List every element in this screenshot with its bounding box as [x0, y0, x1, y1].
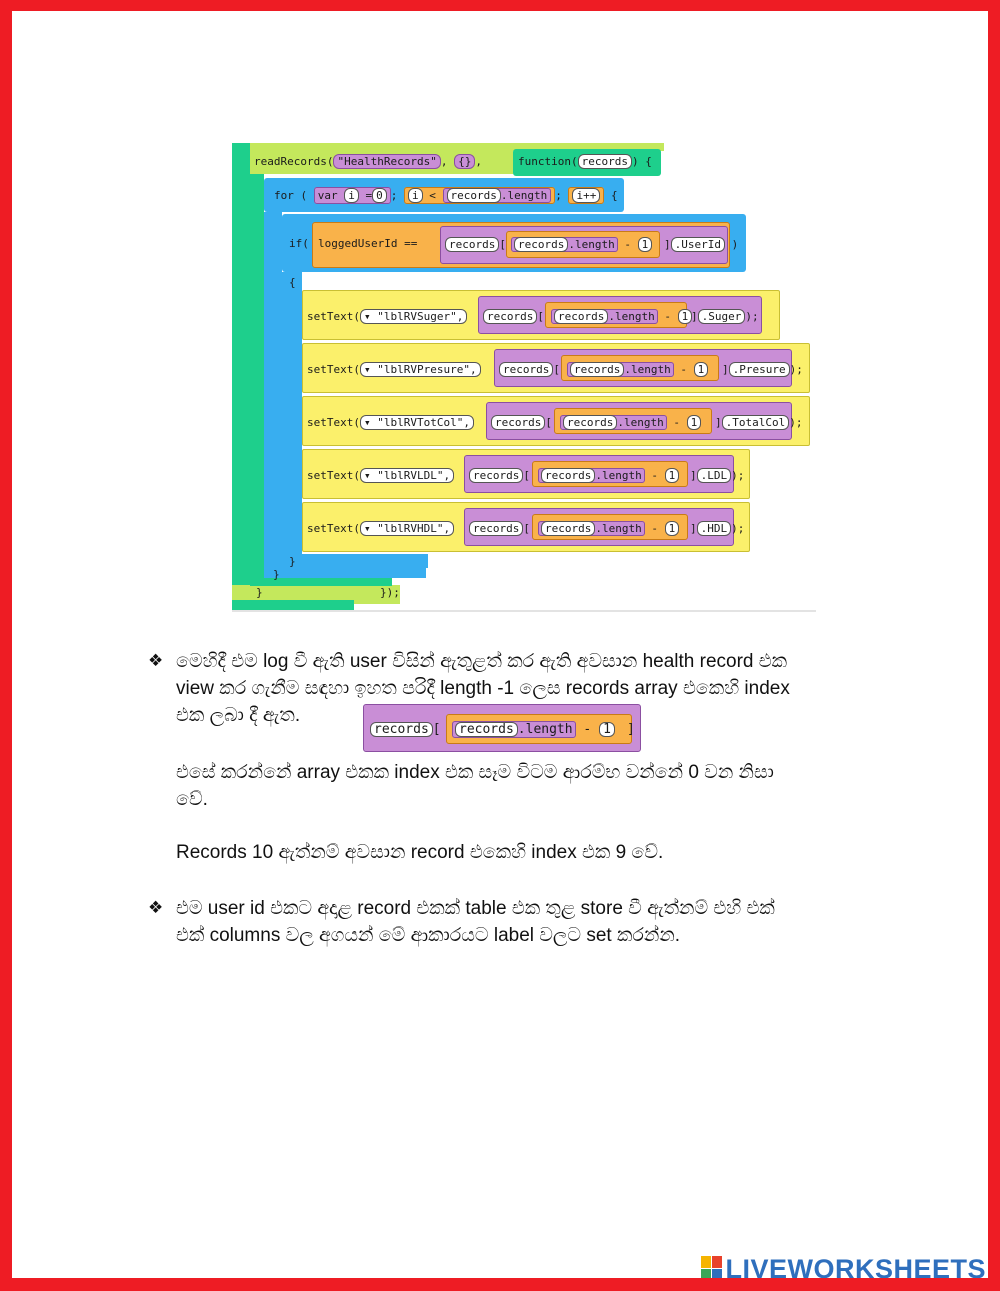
image-bottom-edge: [232, 610, 816, 612]
var-init: var i = 0: [314, 187, 391, 204]
para-2-line-1: එසේ කරන්නේ array එකක index එක සෑම විටම ආරම්භ වන්නේ 0 වන නිසා: [176, 762, 774, 783]
bullet-1-line-3: එක ලබා දී ඇත.: [176, 705, 301, 726]
if-open-brace: {: [289, 276, 296, 289]
for-line: for ( var i = 0 ; i < records .length ; i++ {: [274, 189, 618, 202]
for-close-brace: }: [273, 568, 280, 581]
inline-length-text: records .length - 1: [452, 722, 615, 737]
healthrecords-arg: "HealthRecords": [333, 154, 440, 169]
paragraph-2: [148, 759, 868, 815]
row4-target: ▾ "lblRVLDL",: [360, 468, 454, 483]
function-body-left: [250, 174, 264, 586]
statement-end: });: [380, 586, 400, 599]
if-keyword-line: if(: [289, 237, 309, 250]
eq-operator: ==: [404, 237, 418, 250]
bullet-1-symbol: ❖: [148, 651, 164, 671]
logged-user-var: loggedUserId: [318, 237, 398, 250]
row5-records: records [: [469, 521, 530, 536]
row4-field: ] .LDL );: [690, 469, 745, 482]
row1-target: ▾ "lblRVSuger",: [360, 309, 467, 324]
if-length-text: [511, 237, 652, 252]
row3-length: records .length - 1: [560, 415, 701, 430]
inline-records: records: [370, 722, 433, 737]
row4-records: records [: [469, 468, 530, 483]
outer-block-foot: [232, 600, 354, 610]
if-body-bottom: [282, 554, 428, 568]
function-open-brace: {: [645, 155, 652, 168]
for-open-brace: {: [610, 189, 618, 202]
bullet-2-symbol: ❖: [148, 898, 164, 918]
liveworksheets-logo: [701, 1254, 986, 1284]
if-body-left: [282, 272, 302, 568]
logo-icon: [701, 1256, 723, 1282]
readrecords-keyword: readRecords: [254, 155, 327, 168]
inline-close-bracket: ]: [627, 722, 635, 737]
row5-settext: setText( ▾ "lblRVHDL",: [307, 521, 454, 536]
row3-settext: setText( ▾ "lblRVTotCol",: [307, 415, 474, 430]
row2-settext: setText( ▾ "lblRVPresure",: [307, 362, 481, 377]
row3-field: ] .TotalCol );: [715, 416, 803, 429]
row3-records: records [: [491, 415, 552, 430]
if-records-text: records [: [445, 237, 506, 252]
para-3-line: Records 10 ඇත්නම් අවසාන record එකෙහි index එක 9 වේ.: [176, 842, 664, 863]
row2-records: records [: [499, 362, 560, 377]
if-userid-text: ] .UserId ): [664, 238, 739, 251]
bullet-1-line-2: view කර ගැනීම සඳහා ඉහත පරිදී length -1 ලෙස records array එකෙහි index: [176, 678, 790, 699]
if-length-prop: .length: [568, 238, 615, 251]
cond-records: records: [447, 188, 501, 203]
bullet-2-line-2: එක් columns වල අගයන් මේ ආකාරයට label වලට set කරන්න.: [176, 925, 681, 946]
if-length-inner: [511, 237, 618, 252]
row5-field: ] .HDL );: [690, 522, 745, 535]
function-line: function( records ) {: [518, 155, 652, 168]
if-condition-text: [318, 237, 417, 250]
row1-settext: setText( ▾ "lblRVSuger",: [307, 309, 467, 324]
row1-length: records .length - 1: [551, 309, 692, 324]
function-keyword: function: [518, 155, 571, 168]
loop-var: i: [344, 188, 359, 203]
cond-var: i: [408, 188, 423, 203]
bullet-2-line-1: එම user id එකට අදාළ record එකක් table එක තුළ store වී ඇත්නම් එහි එක්: [176, 898, 775, 919]
readrecords-line: readRecords( "HealthRecords" , {} ,: [254, 155, 482, 168]
row4-settext: setText( ▾ "lblRVLDL",: [307, 468, 454, 483]
row2-field: ] .Presure );: [722, 363, 803, 376]
bullet-2: [148, 895, 868, 951]
for-keyword: for: [274, 189, 294, 202]
row5-target: ▾ "lblRVHDL",: [360, 521, 454, 536]
increment: [568, 187, 604, 204]
function-close-brace: }: [256, 586, 263, 599]
for-condition: i < records .length: [404, 187, 555, 204]
if-inner-records: records: [514, 237, 568, 252]
cond-length: [443, 188, 552, 203]
outer-block-left: [232, 143, 250, 610]
empty-object: {}: [454, 154, 475, 169]
records-param: records: [578, 154, 632, 169]
row4-length: records .length - 1: [538, 468, 679, 483]
if-minus: -: [624, 238, 631, 251]
row1-field: ] .Suger );: [691, 310, 759, 323]
incr-expr: i++: [572, 188, 600, 203]
row1-records: records [: [483, 309, 544, 324]
row2-target: ▾ "lblRVPresure",: [360, 362, 481, 377]
inline-records-text: records [: [370, 722, 441, 737]
cond-length-prop: .length: [500, 189, 548, 202]
row5-length: records .length - 1: [538, 521, 679, 536]
row3-target: ▾ "lblRVTotCol",: [360, 415, 474, 430]
userid-prop: .UserId: [671, 237, 725, 252]
for-body-left: [264, 212, 282, 576]
paragraph-3: [148, 839, 868, 867]
var-keyword: var: [317, 189, 338, 202]
logo-text: LIVEWORKSHEETS: [725, 1253, 986, 1284]
if-one: 1: [638, 237, 653, 252]
bullet-1-line-1: මෙහිදී එම log වී ඇති user විසින් ඇතුළත් කර ඇති අවසාන health record එක: [176, 651, 788, 672]
if-keyword: if: [289, 237, 303, 250]
if-records: records: [445, 237, 499, 252]
para-2-line-2: වේ.: [176, 789, 208, 810]
init-value: 0: [372, 188, 387, 203]
row1-settext-fn: setText: [307, 310, 354, 323]
if-close-brace: }: [289, 555, 296, 568]
row2-length: records .length - 1: [567, 362, 708, 377]
